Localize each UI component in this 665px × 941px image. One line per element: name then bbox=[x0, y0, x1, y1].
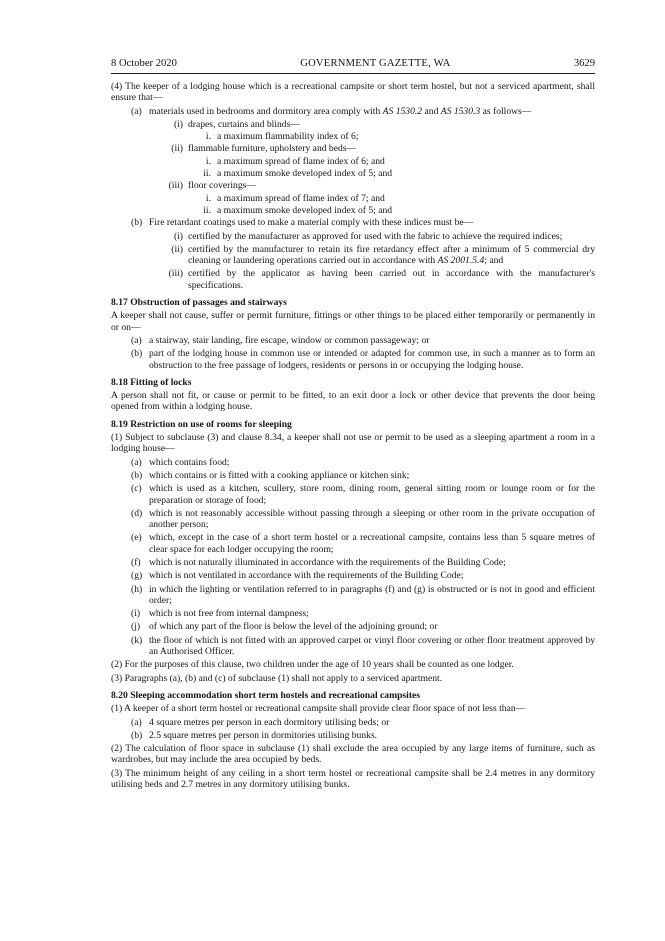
list-item-text: of which any part of the floor is below the level of the adjoining ground; or bbox=[149, 621, 438, 633]
sub-item: ii. a maximum smoke developed index of 5; and bbox=[203, 204, 393, 216]
subparagraph-b-i: (i) certified by the manufacturer as approved for used with the fabric to achieve the required indices; bbox=[173, 230, 563, 242]
list-item-label: (h) bbox=[131, 583, 143, 595]
subparagraph-a-ii: (ii) flammable furniture, upholstery and beds— bbox=[171, 143, 357, 155]
paragraph-text: materials used in bedrooms and dormitory area comply with AS 1530.2 and AS 1530.3 as follows— bbox=[149, 105, 532, 117]
section-text: (2) For the purposes of this clause, two children under the age of 10 years shall be counted as one lodger. bbox=[111, 659, 514, 671]
subparagraph-b-ii: (ii) certified by the manufacturer to retain its fire retardancy effect after a minimum of 5 commercial dry cleaning or laundering operations carried out in accordance with AS 2001.5.4; and bbox=[171, 243, 595, 267]
section-heading-8-18: 8.18 Fitting of locks bbox=[111, 376, 192, 388]
list-item-text: which is not ventilated in accordance with the requirements of the Building Code; bbox=[149, 570, 464, 582]
list-item bbox=[111, 608, 595, 619]
list-item bbox=[111, 483, 595, 506]
section-text: (1) Subject to subclause (3) and clause 8.34, a keeper shall not use or permit to be used as a sleeping apartment a room in a lodging house— bbox=[111, 432, 595, 455]
sub-item: ii. a maximum smoke developed index of 5; and bbox=[203, 168, 393, 180]
sub-item: i. a maximum spread of flame index of 6; and bbox=[205, 155, 385, 167]
list-item: (b) 2.5 square metres per person in dormitories utilising bunks. bbox=[131, 729, 378, 741]
header-date: 8 October 2020 bbox=[111, 58, 177, 69]
sub-item: i. a maximum spread of flame index of 7; and bbox=[205, 192, 385, 204]
restriction-list bbox=[111, 457, 595, 658]
list-item bbox=[111, 457, 595, 468]
list-item-text: which is not free from internal dampness; bbox=[149, 608, 309, 620]
standard-reference: AS 1530.2 bbox=[382, 105, 423, 117]
standard-reference: AS 2001.5.4 bbox=[437, 255, 485, 267]
list-item-label: (e) bbox=[131, 532, 142, 544]
list-item: (a) 4 square metres per person in each dormitory utilising beds; or bbox=[131, 716, 390, 728]
section-text: (3) The minimum height of any ceiling in a short term hostel or recreational campsite shall be 2.4 metres in any dormitory utilising beds and 2.7 metres in any dormitory utilising bunks. bbox=[111, 767, 595, 791]
subparagraph-a-iii: (iii) floor coverings— bbox=[168, 180, 256, 192]
list-item bbox=[111, 621, 595, 632]
subclause-4-intro: (4) The keeper of a lodging house which is a recreational campsite or short term hostel, but not a serviced apartment, shall ensure that— bbox=[111, 81, 595, 104]
header-page-number: 3629 bbox=[573, 58, 595, 69]
section-text: A keeper shall not cause, suffer or permit furniture, fittings or other things to be placed either temporarily or permanently in or on— bbox=[111, 310, 595, 333]
list-item: (b) part of the lodging house in common use or intended or adapted for common use, in such a manner as to form an obstruction to the free passage of lodgers, residents or persons in or occupying the lodging house. bbox=[131, 348, 595, 371]
page-header bbox=[111, 58, 595, 74]
subparagraph-a-i: (i) drapes, curtains and blinds— bbox=[173, 118, 300, 130]
list-item-label: (a) bbox=[131, 456, 142, 468]
paragraph-label: (a) bbox=[131, 105, 142, 117]
list-item-label: (k) bbox=[131, 634, 143, 646]
list-item bbox=[111, 570, 595, 581]
subparagraph-b-iii: (iii) certified by the applicator as having been carried out in accordance with the manufacturer's specifications. bbox=[168, 268, 595, 291]
list-item-label: (b) bbox=[131, 469, 143, 481]
list-item-label: (g) bbox=[131, 570, 143, 582]
list-item bbox=[111, 508, 595, 531]
list-item-label: (c) bbox=[131, 483, 142, 495]
list-item bbox=[111, 584, 595, 607]
list-item-text: which is not reasonably accessible without passing through a sleeping or other room in the private occupation of another person; bbox=[149, 507, 595, 531]
section-text: (1) A keeper of a short term hostel or recreational campsite shall provide clear floor space of not less than— bbox=[111, 703, 526, 715]
header-title: GOVERNMENT GAZETTE, WA bbox=[300, 58, 451, 69]
list-item-text: the floor of which is not fitted with an approved carpet or vinyl floor covering or other floor treatment approved by an Authorised Officer. bbox=[149, 634, 595, 658]
list-item-label: (f) bbox=[131, 556, 141, 568]
list-item-text: in which the lighting or ventilation referred to in paragraphs (f) and (g) is obstructed or is not in good and efficient order; bbox=[149, 583, 595, 606]
section-text: (2) The calculation of floor space in subclause (1) shall exclude the area occupied by any large items of furniture, such as wardrobes, but may include the area occupied by beds. bbox=[111, 743, 595, 766]
list-item-text: which, except in the case of a short term hostel or a recreational campsite, contains less than 5 square metres of clear space for each lodger occupying the room; bbox=[149, 532, 595, 555]
list-item: (a) a stairway, stair landing, fire escape, window or common passageway; or bbox=[131, 334, 430, 346]
section-heading-8-19: 8.19 Restriction on use of rooms for sleeping bbox=[111, 418, 292, 430]
list-item bbox=[111, 635, 595, 658]
section-heading-8-20: 8.20 Sleeping accommodation short term hostels and recreational campsites bbox=[111, 689, 421, 701]
list-item-text: which contains or is fitted with a cooking appliance or kitchen sink; bbox=[149, 469, 410, 481]
list-item-label: (i) bbox=[131, 608, 141, 620]
paragraph-a bbox=[111, 106, 595, 117]
list-item bbox=[111, 470, 595, 481]
list-item bbox=[111, 557, 595, 568]
list-item-text: which is used as a kitchen, scullery, store room, dining room, general sitting room or lounge room or for the preparation or storage of food; bbox=[149, 483, 595, 506]
section-text: A person shall not fit, or cause or permit to be fitted, to an exit door a lock or other device that prevents the door being opened from within a lodging house. bbox=[111, 390, 595, 413]
list-item-text: which is not naturally illuminated in accordance with the requirements of the Building Code; bbox=[149, 556, 506, 568]
list-item-label: (j) bbox=[131, 621, 141, 633]
list-item-label: (d) bbox=[131, 507, 143, 519]
section-text: (3) Paragraphs (a), (b) and (c) of subclause (1) shall not apply to a serviced apartment. bbox=[111, 672, 443, 684]
list-item-text: which contains food; bbox=[149, 456, 230, 468]
standard-reference: AS 1530.3 bbox=[440, 105, 481, 117]
paragraph-b: (b) Fire retardant coatings used to make a material comply with these indices must be— bbox=[131, 217, 474, 229]
section-heading-8-17: 8.17 Obstruction of passages and stairways bbox=[111, 297, 287, 309]
sub-item: i. a maximum flammability index of 6; bbox=[205, 131, 359, 143]
list-item bbox=[111, 532, 595, 555]
